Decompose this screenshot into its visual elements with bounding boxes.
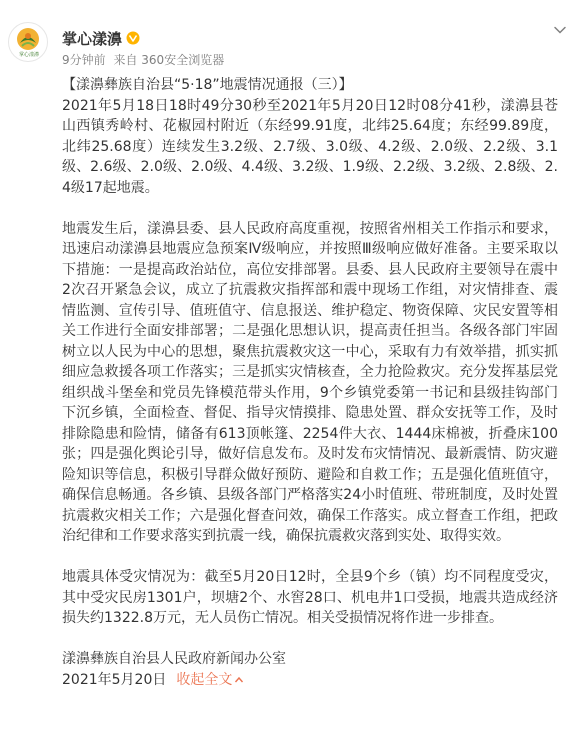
post-footer xyxy=(62,670,558,691)
collapse-label: 收起全文 xyxy=(176,671,233,688)
post-timestamp[interactable]: 9分钟前 xyxy=(62,53,106,67)
post-meta xyxy=(62,51,224,68)
post-measures: 地震发生后，漾濞县委、县人民政府高度重视，按照省州相关工作指示和要求，迅速启动漾濞县地震应急预案Ⅳ级响应，并按照Ⅲ级响应做好准备。主要采取以下措施：一是提高政治站位，高位安排部署。县委、县人民政府主要领导在震中2次召开紧急会议，成立了抗震救灾指挥部和震中现场工作组，对灾情排查、震情监测、宣传引导、值班值守、信息报送、维护稳定、物资保障、灾民安置等相关工作进行全面安排部署；二是强化思想认识，提高责任担当。各级各部门牢固树立以人民为中心的思想，聚焦抗震救灾这一中心，采取有力有效举措，抓实抓细应急救援各项工作落实；三是抓实灾情核查，全力抢险救灾。充分发挥基层党组织战斗堡垒和党员先锋模范带头作用，9个乡镇党委第一书记和县级挂钩部门下沉乡镇，全面检查、督促、指导灾情摸排、隐患处置、群众安抚等工作，及时排除隐患和险情，储备有613顶帐篷、2254件大衣、1444床棉被，折叠床100张；四是强化舆论引导，做好信息发布。及时发布灾情情况、最新震情、防灾避险知识等信息，积极引导群众做好预防、避险和自救工作；五是强化值班值守，确保信息畅通。各乡镇、县级各部门严格落实24小时值班、带班制度，及时处置抗震救灾相关工作；六是强化督查问效，确保工作落实。成立督查工作组，把政治纪律和工作要求落实到抗震一线，确保抗震救灾落到实处、取得实效。 xyxy=(62,220,558,544)
post-title: 【漾濞彝族自治县“5·18”地震情况通报（三）】 xyxy=(62,77,353,93)
post-damage: 地震具体受灾情况为：截至5月20日12时，全县9个乡（镇）均不同程度受灾，其中受灾民房1301户，坝塘2个、水窖28口、机电井1口受损，地震共造成经济损失约1322.8万元，无人员伤亡情况。相关受损情况将作进一步排查。 xyxy=(62,569,558,626)
chevron-down-icon[interactable] xyxy=(553,23,567,37)
post-body xyxy=(62,75,558,690)
collapse-full-text-link[interactable] xyxy=(176,672,244,688)
author-name[interactable]: 掌心漾濞 xyxy=(62,30,123,48)
post-source: 来自 360安全浏览器 xyxy=(113,53,225,67)
collapse-up-icon xyxy=(234,675,244,685)
post-intro: 2021年5月18日18时49分30秒至2021年5月20日12时08分41秒，漾濞县苍山西镇秀岭村、花椒园村附近（东经99.91度，北纬25.64度；东经99.89度，北纬25.68度）连续发生3.2级、2.7级、3.0级、4.2级、2.0级、2.2级、3.1级、2.6级、2.0级、2.0级、4.4级、3.2级、1.9级、2.2级、3.2级、2.8级、2.4级17起地震。 xyxy=(62,97,558,196)
post-signature: 漾濞彝族自治县人民政府新闻办公室 xyxy=(62,651,286,667)
avatar[interactable] xyxy=(8,22,48,62)
verified-icon xyxy=(126,31,140,45)
avatar-caption: 掌心漾濞 xyxy=(18,52,39,58)
post-date: 2021年5月20日 xyxy=(62,671,167,688)
